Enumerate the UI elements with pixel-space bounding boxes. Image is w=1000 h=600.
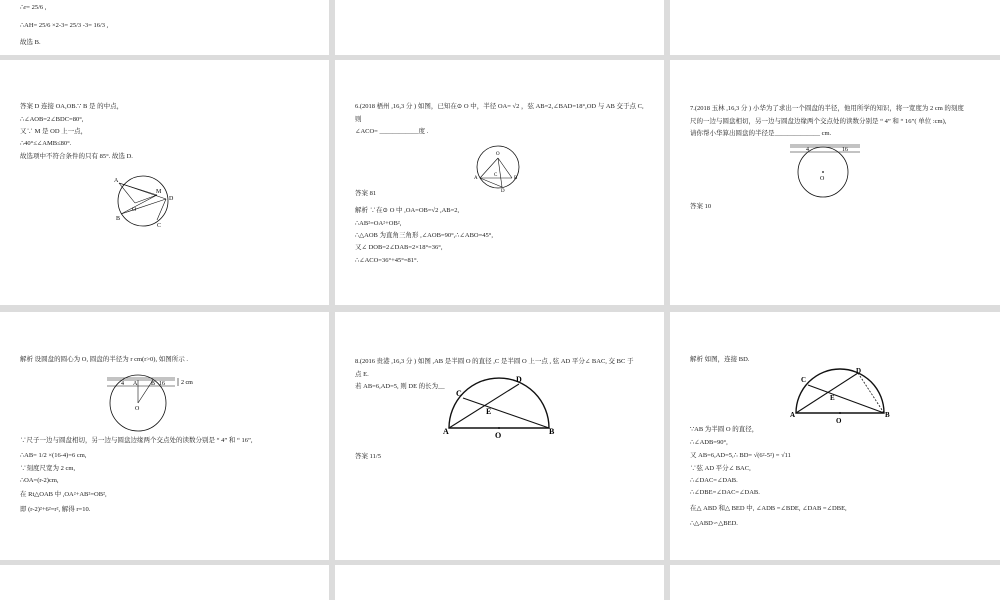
semicircle-figure-8 [443,372,555,440]
text-line: 故选项中不符合条件的只有 85°. 故选 D. [20,153,133,160]
text-line: 又 AB=6,AD=5,∴ BD= √(6²-5²) = √11 [690,452,791,459]
text-line: ∴△AOB 为直角三角形 ,∠AOB=90°,∴∠ABO=45°, [355,232,493,239]
label-o: O [132,207,137,213]
text-line: ∴AB= 1/2 ×(16-4)=6 cm, [20,452,87,459]
label-b: B [116,216,121,222]
panel-question-6 [335,60,664,305]
text-line: 解析 ∵在⊙ O 中 ,OA=OB=√2 ,AB=2, [355,207,460,214]
text-line: ∴r= 25/6 , [20,4,47,11]
label-b: B [151,381,156,387]
label-16: 16 [842,147,848,153]
label-o: O [495,431,502,440]
text-line: ∴AH= 25/6 ×2-3= 25/3 -3= 16/3 , [20,22,109,29]
text-line: ∵弦 AD 平分∠ BAC, [690,465,751,472]
text-line: ∴∠DAC=∠DAB. [690,477,738,484]
text-line: 故选 B. [20,39,41,46]
label-4: 4 [121,381,124,387]
label-m: M [156,189,162,195]
text-line: 7.(2018 玉林 ,16,3 分 ) 小华为了求出一个圆盘的半径，他用所学的知识，将一宽度为 2 cm 的刻度 [690,105,964,112]
panel-top-middle [335,0,664,55]
ruler-circle-figure-solution [105,367,215,433]
label-c: C [494,173,498,178]
text-line: 答案 D 连接 OA,OB.∵ B 是 的中点， [20,103,124,110]
text-line: ∴∠ADB=90°, [690,439,728,446]
panel-question-7 [670,60,1000,305]
text-line: 尺的一边与圆盘相切，另一边与圆盘边缘两个交点处的读数分别是 “ 4” 和 “ 16”( 单位 :cm), [690,118,947,125]
label-2cm: 2 cm [181,380,193,386]
text-line: ∴∠AOB=2∠BDC=80°, [20,116,84,123]
text-line: 在 Rt△OAB 中 ,OA²+AB²=OB², [20,491,107,498]
text-line: 解析 如图，连接 BD. [690,356,750,363]
label-d: D [516,375,522,384]
label-o: O [820,176,825,182]
panel-top-left [0,0,329,55]
text-line: ∵AB 为半圆 O 的直径， [690,426,759,433]
text-line: 请你帮小华算出圆盘的半径是______________ cm. [690,130,832,137]
text-line: 若 AB=6,AD=5, 则 DE 的长为__ [355,383,445,390]
text-line: 在△ ABD 和△ BED 中, ∠ADB =∠BDE, ∠DAB =∠DBE, [690,505,847,512]
text-line: 8.(2016 贵港 ,16,3 分 ) 如图 ,AB 是半圆 O 的直径 ,C 是半圆 O 上一点 , 弦 AD 平分∠ BAC, 交 BC 于 [355,358,634,365]
label-d: D [169,196,174,202]
text-line: 又∠ DOB=2∠DAB=2×18°=36°, [355,244,443,251]
label-a: A [474,176,478,181]
label-d: D [856,367,862,375]
text-line: 又∵ M 是 OD 上一点， [20,128,88,135]
text-line: 则 [355,116,362,123]
text-line: ∴AB²=OA²+OB², [355,220,402,227]
text-line: ∵刻度尺宽为 2 cm, [20,465,76,472]
circle-figure-5 [110,170,180,230]
panel-bottom-right [670,565,1000,600]
ruler-circle-figure-7 [788,140,868,202]
panel-answer-5 [0,60,329,305]
text-line: 点 E. [355,371,369,378]
label-16: 16 [159,381,165,387]
circle-figure-6 [472,145,528,193]
text-line: ∴OA=(r-2)cm, [20,477,59,484]
panel-solution-7 [0,312,329,560]
label-a: A [114,178,119,184]
label-o: O [836,417,842,425]
text-line: ∴△ABD∽△BED. [690,520,738,527]
panel-solution-8 [670,312,1000,560]
answer-line: 答案 81 [355,190,377,197]
label-c: C [801,376,807,384]
label-o: O [496,152,500,157]
label-b: B [885,411,890,419]
text-line: ∠ACO= ____________度 . [355,128,429,135]
text-line: 解析 设圆盘的圆心为 O, 圆盘的半径为 r cm(r>0), 如图所示 . [20,356,188,363]
answer-line: 答案 11/5 [355,453,381,460]
semicircle-figure-solution [790,367,902,427]
panel-top-right [670,0,1000,55]
label-e: E [486,407,492,416]
label-e: E [830,394,835,402]
label-a: A [133,381,138,387]
text-line: 即 (r-2)²+6²=r², 解得 r=10. [20,506,91,513]
text-line: ∵尺子一边与圆盘相切，另一边与圆盘边缘两个交点处的读数分别是 “ 4” 和 “ 16”, [20,437,253,444]
label-c: C [456,389,462,398]
label-d: D [501,189,505,193]
label-4: 4 [806,147,809,153]
text-line: ∴∠ACO=36°+45°=81°. [355,257,419,264]
label-o: O [135,406,140,412]
panel-bottom-middle [335,565,664,600]
label-b: B [514,176,518,181]
panel-bottom-left [0,565,329,600]
label-b: B [549,427,555,436]
text-line: ∴∠DBE=∠DAC=∠DAB. [690,489,760,496]
text-line: 6.(2018 梧州 ,16,3 分 ) 如图，已知在⊙ O 中，半径 OA= √2 ，弦 AB=2,∠BAD=18°,OD 与 AB 交于点 C, [355,103,644,110]
text-line: ∴40°≤∠AMB≤80°. [20,140,72,147]
panel-question-8 [335,312,664,560]
label-a: A [443,427,449,436]
answer-line: 答案 10 [690,203,712,210]
label-c: C [157,223,162,229]
label-a: A [790,411,796,419]
